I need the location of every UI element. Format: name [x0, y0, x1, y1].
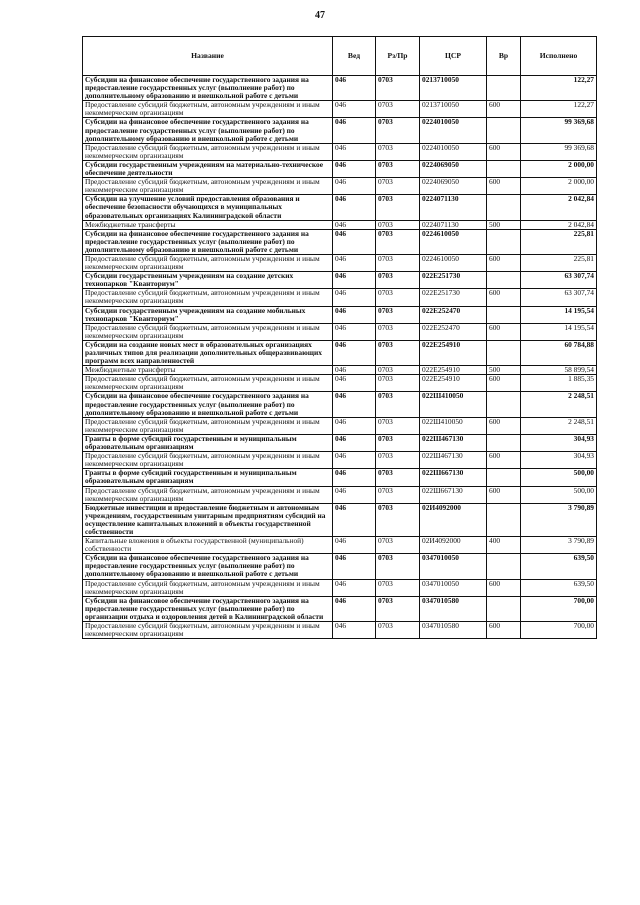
cell-ved: 046 — [333, 118, 376, 143]
cell-ved: 046 — [333, 503, 376, 536]
page-number: 47 — [315, 10, 325, 21]
table-row — [83, 417, 597, 434]
cell-csr: 022E251730 — [420, 272, 487, 289]
cell-name: Предоставление субсидий бюджетным, автономным учреждениям и иным некоммерческим организациям — [83, 289, 333, 306]
cell-name: Субсидии государственным учреждениям на создание детских технопарков "Кванториум" — [83, 272, 333, 289]
cell-vr — [487, 118, 521, 143]
header-rzpr: Рз/Пр — [376, 37, 420, 76]
cell-sum: 225,81 — [521, 254, 597, 271]
cell-rzpr: 0703 — [376, 272, 420, 289]
cell-name: Предоставление субсидий бюджетным, автономным учреждениям и иным некоммерческим организациям — [83, 417, 333, 434]
cell-vr — [487, 469, 521, 486]
cell-sum: 700,00 — [521, 622, 597, 639]
table-row — [83, 101, 597, 118]
cell-rzpr: 0703 — [376, 220, 420, 229]
cell-ved: 046 — [333, 537, 376, 554]
cell-sum: 3 790,89 — [521, 503, 597, 536]
cell-vr — [487, 596, 521, 621]
table-row — [83, 76, 597, 101]
cell-name: Субсидии на финансовое обеспечение государственного задания на предоставление государственных услуг (выполнение работ) по организации отдыха и оздоровления детей в Калининградской области — [83, 596, 333, 621]
cell-ved: 046 — [333, 306, 376, 323]
cell-sum: 2 248,51 — [521, 417, 597, 434]
cell-rzpr: 0703 — [376, 118, 420, 143]
cell-vr: 600 — [487, 375, 521, 392]
cell-vr: 600 — [487, 178, 521, 195]
cell-sum: 225,81 — [521, 229, 597, 254]
cell-sum: 99 369,68 — [521, 143, 597, 160]
cell-ved: 046 — [333, 272, 376, 289]
cell-rzpr: 0703 — [376, 366, 420, 375]
header-sum: Исполнено — [521, 37, 597, 76]
cell-sum: 63 307,74 — [521, 289, 597, 306]
cell-rzpr: 0703 — [376, 375, 420, 392]
table-row — [83, 537, 597, 554]
cell-rzpr: 0703 — [376, 392, 420, 417]
table-row — [83, 596, 597, 621]
header-name: Название — [83, 37, 333, 76]
cell-sum: 2 248,51 — [521, 392, 597, 417]
cell-rzpr: 0703 — [376, 503, 420, 536]
cell-name: Предоставление субсидий бюджетным, автономным учреждениям и иным некоммерческим организациям — [83, 579, 333, 596]
cell-vr: 600 — [487, 579, 521, 596]
cell-csr: 0224071130 — [420, 220, 487, 229]
cell-ved: 046 — [333, 323, 376, 340]
cell-sum: 500,00 — [521, 486, 597, 503]
cell-vr — [487, 306, 521, 323]
cell-rzpr: 0703 — [376, 76, 420, 101]
cell-csr: 0347010050 — [420, 554, 487, 579]
table-row — [83, 229, 597, 254]
cell-name: Предоставление субсидий бюджетным, автономным учреждениям и иным некоммерческим организациям — [83, 375, 333, 392]
cell-name: Предоставление субсидий бюджетным, автономным учреждениям и иным некоммерческим организациям — [83, 452, 333, 469]
cell-sum: 58 899,54 — [521, 366, 597, 375]
cell-name: Субсидии на финансовое обеспечение государственного задания на предоставление государственных услуг (выполнение работ) по дополнительному образованию и внешкольной работе с детьми — [83, 76, 333, 101]
cell-csr: 022Ш467130 — [420, 434, 487, 451]
cell-ved: 046 — [333, 340, 376, 365]
table-row — [83, 323, 597, 340]
cell-vr: 600 — [487, 486, 521, 503]
table-row — [83, 469, 597, 486]
cell-rzpr: 0703 — [376, 101, 420, 118]
cell-name: Предоставление субсидий бюджетным, автономным учреждениям и иным некоммерческим организациям — [83, 323, 333, 340]
cell-name: Межбюджетные трансферты — [83, 220, 333, 229]
table-row — [83, 340, 597, 365]
header-vr: Вр — [487, 37, 521, 76]
table-row — [83, 160, 597, 177]
table-row — [83, 434, 597, 451]
cell-rzpr: 0703 — [376, 229, 420, 254]
cell-sum: 304,93 — [521, 452, 597, 469]
cell-csr: 02И4092000 — [420, 537, 487, 554]
cell-ved: 046 — [333, 622, 376, 639]
cell-vr — [487, 272, 521, 289]
cell-vr: 600 — [487, 323, 521, 340]
cell-vr — [487, 76, 521, 101]
cell-csr: 0347010580 — [420, 622, 487, 639]
table-row — [83, 486, 597, 503]
cell-name: Капитальные вложения в объекты государственной (муниципальной) собственности — [83, 537, 333, 554]
cell-name: Бюджетные инвестиции и предоставление бюджетным и автономным учреждениям, государственным унитарным предприятиям субсидий на осуществление капитальных вложений в объекты государственной собственности — [83, 503, 333, 536]
cell-csr: 0224610050 — [420, 229, 487, 254]
cell-vr — [487, 434, 521, 451]
table-body — [83, 76, 597, 639]
cell-ved: 046 — [333, 220, 376, 229]
table-row — [83, 452, 597, 469]
cell-ved: 046 — [333, 554, 376, 579]
cell-csr: 0347010580 — [420, 596, 487, 621]
cell-vr: 600 — [487, 254, 521, 271]
cell-sum: 3 790,89 — [521, 537, 597, 554]
cell-sum: 99 369,68 — [521, 118, 597, 143]
cell-csr: 022Ш410050 — [420, 417, 487, 434]
cell-sum: 2 000,00 — [521, 178, 597, 195]
cell-vr — [487, 340, 521, 365]
cell-sum: 500,00 — [521, 469, 597, 486]
budget-table — [82, 36, 597, 639]
cell-name: Предоставление субсидий бюджетным, автономным учреждениям и иным некоммерческим организациям — [83, 143, 333, 160]
cell-name: Межбюджетные трансферты — [83, 366, 333, 375]
cell-name: Субсидии на финансовое обеспечение государственного задания на предоставление государственных услуг (выполнение работ) по дополнительному образованию и внешкольной работе с детьми — [83, 392, 333, 417]
cell-sum: 700,00 — [521, 596, 597, 621]
cell-csr: 022E251730 — [420, 289, 487, 306]
cell-ved: 046 — [333, 143, 376, 160]
cell-ved: 046 — [333, 434, 376, 451]
cell-ved: 046 — [333, 254, 376, 271]
cell-name: Гранты в форме субсидий государственным и муниципальным образовательным организациям — [83, 434, 333, 451]
cell-rzpr: 0703 — [376, 289, 420, 306]
cell-vr: 600 — [487, 289, 521, 306]
cell-csr: 0213710050 — [420, 76, 487, 101]
cell-sum: 2 000,00 — [521, 160, 597, 177]
cell-ved: 046 — [333, 289, 376, 306]
cell-vr: 400 — [487, 537, 521, 554]
table-row — [83, 118, 597, 143]
cell-sum: 122,27 — [521, 101, 597, 118]
cell-vr: 600 — [487, 143, 521, 160]
cell-name: Субсидии на улучшение условий предоставления образования и обеспечение безопасности обучающихся в муниципальных образовательных организациях Калининградской области — [83, 195, 333, 220]
cell-sum: 304,93 — [521, 434, 597, 451]
cell-sum: 63 307,74 — [521, 272, 597, 289]
cell-ved: 046 — [333, 101, 376, 118]
cell-sum: 2 042,84 — [521, 220, 597, 229]
cell-name: Предоставление субсидий бюджетным, автономным учреждениям и иным некоммерческим организациям — [83, 486, 333, 503]
cell-ved: 046 — [333, 579, 376, 596]
table-row — [83, 306, 597, 323]
cell-csr: 0224010050 — [420, 143, 487, 160]
cell-vr: 600 — [487, 417, 521, 434]
table-row — [83, 220, 597, 229]
cell-ved: 046 — [333, 596, 376, 621]
cell-rzpr: 0703 — [376, 143, 420, 160]
cell-rzpr: 0703 — [376, 417, 420, 434]
header-csr: ЦСР — [420, 37, 487, 76]
header-ved: Вед — [333, 37, 376, 76]
cell-rzpr: 0703 — [376, 323, 420, 340]
cell-ved: 046 — [333, 76, 376, 101]
cell-name: Предоставление субсидий бюджетным, автономным учреждениям и иным некоммерческим организациям — [83, 178, 333, 195]
cell-ved: 046 — [333, 452, 376, 469]
table-row — [83, 503, 597, 536]
cell-rzpr: 0703 — [376, 434, 420, 451]
cell-vr — [487, 554, 521, 579]
cell-rzpr: 0703 — [376, 579, 420, 596]
table-row — [83, 366, 597, 375]
table-header — [83, 37, 597, 76]
cell-csr: 022E252470 — [420, 323, 487, 340]
cell-ved: 046 — [333, 375, 376, 392]
cell-name: Субсидии на финансовое обеспечение государственного задания на предоставление государственных услуг (выполнение работ) по дополнительному образованию и внешкольной работе с детьми — [83, 554, 333, 579]
cell-name: Субсидии на создание новых мест в образовательных организациях различных типов для реализации дополнительных общеразвивающих программ всех направленностей — [83, 340, 333, 365]
cell-ved: 046 — [333, 366, 376, 375]
table-row — [83, 143, 597, 160]
cell-sum: 1 885,35 — [521, 375, 597, 392]
cell-name: Предоставление субсидий бюджетным, автономным учреждениям и иным некоммерческим организациям — [83, 622, 333, 639]
cell-name: Предоставление субсидий бюджетным, автономным учреждениям и иным некоммерческим организациям — [83, 101, 333, 118]
cell-vr: 600 — [487, 622, 521, 639]
table-row — [83, 289, 597, 306]
cell-csr: 022E254910 — [420, 340, 487, 365]
cell-csr: 0224069050 — [420, 178, 487, 195]
cell-vr: 500 — [487, 220, 521, 229]
table-row — [83, 622, 597, 639]
cell-vr: 600 — [487, 452, 521, 469]
cell-vr — [487, 392, 521, 417]
table-row — [83, 178, 597, 195]
cell-csr: 022E254910 — [420, 366, 487, 375]
table-row — [83, 195, 597, 220]
table-row — [83, 254, 597, 271]
cell-ved: 046 — [333, 160, 376, 177]
table-row — [83, 392, 597, 417]
cell-rzpr: 0703 — [376, 452, 420, 469]
cell-csr: 022Ш467130 — [420, 452, 487, 469]
cell-vr — [487, 195, 521, 220]
cell-csr: 0347010050 — [420, 579, 487, 596]
cell-sum: 14 195,54 — [521, 306, 597, 323]
cell-ved: 046 — [333, 392, 376, 417]
cell-csr: 0224071130 — [420, 195, 487, 220]
cell-csr: 022Ш667130 — [420, 486, 487, 503]
table-row — [83, 579, 597, 596]
cell-vr — [487, 160, 521, 177]
cell-ved: 046 — [333, 178, 376, 195]
cell-sum: 639,50 — [521, 554, 597, 579]
cell-rzpr: 0703 — [376, 195, 420, 220]
cell-rzpr: 0703 — [376, 537, 420, 554]
cell-name: Субсидии государственным учреждениям на создание мобильных технопарков "Кванториум" — [83, 306, 333, 323]
cell-vr — [487, 229, 521, 254]
table-row — [83, 554, 597, 579]
cell-ved: 046 — [333, 195, 376, 220]
cell-name: Субсидии на финансовое обеспечение государственного задания на предоставление государственных услуг (выполнение работ) по дополнительному образованию и внешкольной работе с детьми — [83, 229, 333, 254]
cell-csr: 022E254910 — [420, 375, 487, 392]
cell-csr: 022E252470 — [420, 306, 487, 323]
cell-vr: 500 — [487, 366, 521, 375]
cell-vr — [487, 503, 521, 536]
cell-vr: 600 — [487, 101, 521, 118]
cell-csr: 0213710050 — [420, 101, 487, 118]
cell-rzpr: 0703 — [376, 160, 420, 177]
cell-rzpr: 0703 — [376, 306, 420, 323]
cell-rzpr: 0703 — [376, 340, 420, 365]
cell-csr: 02И4092000 — [420, 503, 487, 536]
cell-sum: 60 784,88 — [521, 340, 597, 365]
cell-name: Субсидии государственным учреждениям на материально-техническое обеспечение деятельности — [83, 160, 333, 177]
cell-sum: 14 195,54 — [521, 323, 597, 340]
cell-csr: 0224010050 — [420, 118, 487, 143]
cell-ved: 046 — [333, 469, 376, 486]
cell-csr: 0224610050 — [420, 254, 487, 271]
cell-sum: 2 042,84 — [521, 195, 597, 220]
cell-rzpr: 0703 — [376, 554, 420, 579]
cell-csr: 022Ш410050 — [420, 392, 487, 417]
cell-rzpr: 0703 — [376, 622, 420, 639]
cell-rzpr: 0703 — [376, 254, 420, 271]
cell-rzpr: 0703 — [376, 178, 420, 195]
cell-name: Субсидии на финансовое обеспечение государственного задания на предоставление государственных услуг (выполнение работ) по дополнительному образованию и внешкольной работе с детьми — [83, 118, 333, 143]
table-row — [83, 272, 597, 289]
cell-sum: 122,27 — [521, 76, 597, 101]
cell-sum: 639,50 — [521, 579, 597, 596]
cell-ved: 046 — [333, 417, 376, 434]
cell-ved: 046 — [333, 486, 376, 503]
cell-name: Предоставление субсидий бюджетным, автономным учреждениям и иным некоммерческим организациям — [83, 254, 333, 271]
cell-csr: 0224069050 — [420, 160, 487, 177]
cell-rzpr: 0703 — [376, 596, 420, 621]
cell-csr: 022Ш667130 — [420, 469, 487, 486]
cell-ved: 046 — [333, 229, 376, 254]
table-row — [83, 375, 597, 392]
cell-rzpr: 0703 — [376, 486, 420, 503]
cell-name: Гранты в форме субсидий государственным и муниципальным образовательным организациям — [83, 469, 333, 486]
cell-rzpr: 0703 — [376, 469, 420, 486]
